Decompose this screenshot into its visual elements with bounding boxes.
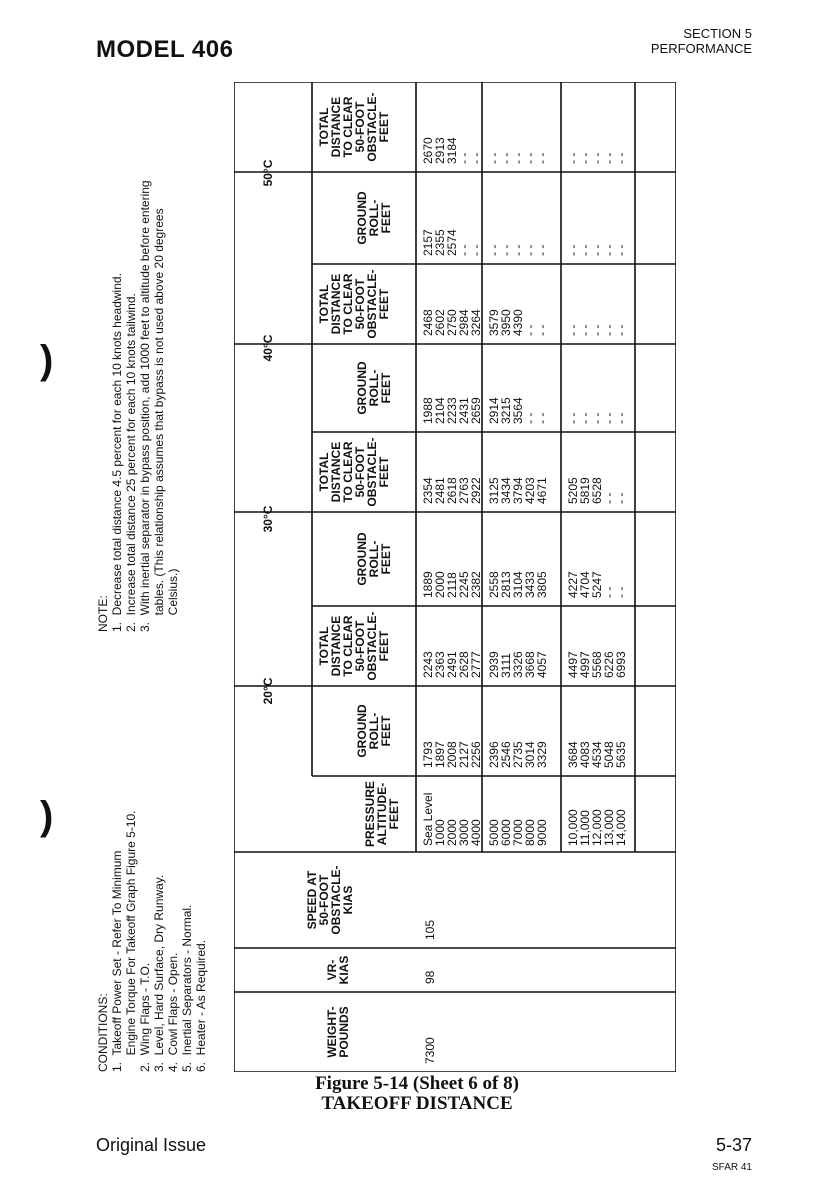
ground-roll-value: 5048 [602,741,616,768]
total-distance-header: TOTAL DISTANCE TO CLEAR 50-FOOT OBSTACLE- FEET [317,437,391,507]
temperature-header: 30°C [261,505,275,533]
ground-roll-value: 3684 [566,741,580,768]
total-distance-value: 3125 [487,477,501,504]
ground-roll-value: 4227 [566,571,580,598]
total-distance-value: 2763 [457,477,471,504]
total-distance-value: - - [602,492,616,504]
condition-item: 3. Level, Hard Surface, Dry Runway. [152,874,166,1072]
temperature-header: 50°C [261,159,275,187]
ground-roll-value: 2546 [499,741,513,768]
total-distance-value: - - [614,152,628,164]
total-distance-value: - - [614,492,628,504]
conditions-list [110,632,208,1072]
speed-value: 105 [423,919,437,940]
ground-roll-value: 2118 [445,572,459,598]
total-distance-value: 3184 [445,137,459,164]
ground-roll-value: - - [566,244,580,256]
ground-roll-value: 2104 [433,397,447,424]
altitude-value: 7000 [511,819,525,846]
ground-roll-value: 2008 [445,741,459,768]
total-distance-value: - - [499,152,513,164]
ground-roll-value: 3014 [523,741,537,768]
ground-roll-value: 2558 [487,571,501,598]
ground-roll-value: 4083 [578,741,592,768]
note-item: 2. Increase total distance 25 percent for each 10 knots tailwind. [124,293,138,632]
ground-roll-value: 2233 [445,397,459,424]
footer-sfar: SFAR 41 [711,1162,752,1173]
ground-roll-value: 3215 [499,397,513,424]
ground-roll-value: 2245 [457,571,471,598]
ground-roll-value: - - [511,244,525,256]
ground-roll-header: GROUND ROLL- FEET [355,191,393,245]
condition-item: 2. Wing Flaps - T.O. [138,962,152,1072]
total-distance-value: - - [566,324,580,336]
section-number: SECTION 5 [683,26,752,41]
total-distance-value: 2777 [469,651,483,678]
altitude-value: 4000 [469,819,483,846]
ground-roll-value: 2157 [421,229,435,256]
ground-roll-value: 2735 [511,741,525,768]
ground-roll-value: 5635 [614,741,628,768]
total-distance-value: 6226 [602,651,616,678]
total-distance-value: - - [614,324,628,336]
ground-roll-value: - - [590,244,604,256]
altitude-value: 14,000 [614,809,628,846]
ground-roll-value: - - [487,244,501,256]
altitude-value: 6000 [499,819,513,846]
total-distance-value: 3264 [469,309,483,336]
speed-column-header: SPEED AT 50-FOOT OBSTACLE- KIAS [305,865,355,935]
section-name: PERFORMANCE [650,41,752,56]
ground-roll-value: - - [535,244,549,256]
ground-roll-value: - - [578,412,592,424]
total-distance-value: 3668 [523,651,537,678]
altitude-value: 11,000 [578,810,592,846]
altitude-value: 3000 [457,819,471,846]
footer-issue: Original Issue [96,1135,207,1155]
ground-roll-value: - - [469,244,483,256]
ground-roll-value: 1897 [433,741,447,768]
ground-roll-value: 2574 [445,229,459,256]
ground-roll-value: - - [566,412,580,424]
total-distance-value: - - [602,152,616,164]
total-distance-value: 2939 [487,651,501,678]
total-distance-value: 3794 [511,477,525,504]
total-distance-value: 2468 [421,309,435,336]
ground-roll-header: GROUND ROLL- FEET [355,532,393,586]
altitude-value: Sea Level [421,792,435,846]
ground-roll-value: 2000 [433,571,447,598]
ground-roll-value: - - [602,586,616,598]
conditions-block [96,632,208,1072]
ground-roll-value: 2659 [469,397,483,424]
ground-roll-value: 3104 [511,571,525,598]
total-distance-header: TOTAL DISTANCE TO CLEAR 50-FOOT OBSTACLE- FEET [317,611,391,681]
figure-title: TAKEOFF DISTANCE [321,1093,513,1114]
total-distance-value: 4057 [535,651,549,678]
ground-roll-value: 1988 [421,397,435,424]
footer-page-number: 5-37 [715,1135,752,1155]
ground-roll-value: 3329 [535,741,549,768]
total-distance-value: 5568 [590,651,604,678]
ground-roll-value: 1793 [421,741,435,768]
condition-item: 1. Takeoff Power Set - Refer To Minimum [110,850,124,1072]
total-distance-value: 5819 [578,477,592,504]
total-distance-value: - - [578,152,592,164]
total-distance-value: 2984 [457,309,471,336]
condition-item: 6. Heater - As Required. [194,939,208,1072]
ground-roll-value: 4534 [590,741,604,768]
ground-roll-value: 3564 [511,397,525,424]
total-distance-value: 3579 [487,309,501,336]
ground-roll-value: - - [578,244,592,256]
rotated-chart-page [96,82,676,1072]
note-item: 3. With inertial separator in bypass position, add 1000 feet to altitude before entering [138,180,152,632]
total-distance-value: - - [469,152,483,164]
condition-item: 5. Inertial Separators - Normal. [180,904,194,1072]
total-distance-value: 2363 [433,651,447,678]
ground-roll-value: - - [614,244,628,256]
ground-roll-value: 2431 [457,397,471,424]
total-distance-value: - - [511,152,525,164]
total-distance-value: - - [590,324,604,336]
total-distance-value: - - [590,152,604,164]
total-distance-value: - - [523,152,537,164]
ground-roll-header: GROUND ROLL- FEET [355,704,393,758]
ground-roll-value: 2382 [469,571,483,598]
condition-item: Engine Torque For Takeoff Graph Figure 5-10. [124,810,138,1072]
altitude-value: 12,000 [590,809,604,846]
total-distance-value: 2243 [421,651,435,678]
total-distance-value: 6528 [590,477,604,504]
altitude-value: 9000 [535,819,549,846]
total-distance-value: - - [566,152,580,164]
total-distance-value: 4390 [511,309,525,336]
total-distance-value: 6993 [614,651,628,678]
total-distance-value: - - [535,324,549,336]
ground-roll-header: GROUND ROLL- FEET [355,361,393,415]
notes-title: NOTE: [96,595,110,632]
total-distance-value: 2670 [421,137,435,164]
takeoff-distance-table [234,82,676,1072]
total-distance-value: 4203 [523,477,537,504]
model-title: MODEL 406 [96,36,234,63]
altitude-value: 8000 [523,819,537,846]
ground-roll-value: - - [523,244,537,256]
notes-list [110,82,180,632]
ground-roll-value: 4704 [578,571,592,598]
total-distance-value: 5205 [566,477,580,504]
conditions-title: CONDITIONS: [96,993,110,1072]
total-distance-value: - - [578,324,592,336]
total-distance-value: 2750 [445,309,459,336]
vr-column-header: VR- KIAS [325,955,351,985]
ground-roll-value: 2127 [457,741,471,768]
total-distance-value: 3434 [499,477,513,504]
total-distance-value: 2602 [433,309,447,336]
altitude-value: 13,000 [602,809,616,846]
note-item: 1. Decrease total distance 4.5 percent for each 10 knots headwind. [110,273,124,632]
ground-roll-value: 2813 [499,571,513,598]
total-distance-value: 2922 [469,477,483,504]
total-distance-value: 3326 [511,651,525,678]
section-header [651,26,752,56]
total-distance-header: TOTAL DISTANCE TO CLEAR 50-FOOT OBSTACLE- FEET [317,92,391,162]
binder-hole-mark-icon: ) [40,338,54,382]
ground-roll-value: - - [523,412,537,424]
total-distance-value: 3950 [499,309,513,336]
total-distance-value: - - [535,152,549,164]
temperature-header: 40°C [261,334,275,362]
ground-roll-value: 3433 [523,571,537,598]
altitude-value: 5000 [487,819,501,846]
ground-roll-value: 2355 [433,229,447,256]
ground-roll-value: - - [590,412,604,424]
ground-roll-value: - - [602,244,616,256]
total-distance-value: 4671 [535,477,549,504]
ground-roll-value: - - [535,412,549,424]
vr-value: 98 [423,970,437,984]
weight-value: 7300 [423,1037,437,1064]
ground-roll-value: 5247 [590,571,604,598]
binder-hole-mark-icon: ) [40,794,54,838]
note-item: tables. (This relationship assumes that bypass is not used above 20 degrees [152,208,166,632]
ground-roll-value: 1889 [421,571,435,598]
total-distance-value: 3111 [499,653,513,678]
condition-item: 4. Cowl Flaps - Open. [166,952,180,1072]
ground-roll-value: - - [499,244,513,256]
total-distance-value: - - [602,324,616,336]
total-distance-value: 2354 [421,477,435,504]
ground-roll-value: 2256 [469,741,483,768]
notes-block [96,82,180,632]
ground-roll-value: 2914 [487,397,501,424]
total-distance-value: 2481 [433,477,447,504]
total-distance-value: 2913 [433,137,447,164]
total-distance-value: - - [457,152,471,164]
total-distance-value: 2491 [445,651,459,678]
total-distance-value: 2628 [457,651,471,678]
total-distance-value: 4997 [578,651,592,678]
total-distance-value: - - [487,152,501,164]
total-distance-value: - - [523,324,537,336]
altitude-value: 2000 [445,819,459,846]
ground-roll-value: - - [457,244,471,256]
weight-column-header: WEIGHT- POUNDS [325,1006,351,1058]
total-distance-value: 4497 [566,651,580,678]
ground-roll-value: - - [614,586,628,598]
total-distance-header: TOTAL DISTANCE TO CLEAR 50-FOOT OBSTACLE- FEET [317,269,391,339]
ground-roll-value: - - [614,412,628,424]
temperature-header: 20°C [261,677,275,705]
altitude-value: 10,000 [566,809,580,846]
ground-roll-value: - - [602,412,616,424]
ground-roll-value: 3805 [535,571,549,598]
total-distance-value: 2618 [445,477,459,504]
ground-roll-value: 2396 [487,741,501,768]
altitude-value: 1000 [433,819,447,846]
altitude-column-header: PRESSURE ALTITUDE- FEET [363,780,401,848]
note-item: Celsius.) [166,568,180,632]
figure-caption: Figure 5-14 (Sheet 6 of 8) [315,1073,519,1094]
